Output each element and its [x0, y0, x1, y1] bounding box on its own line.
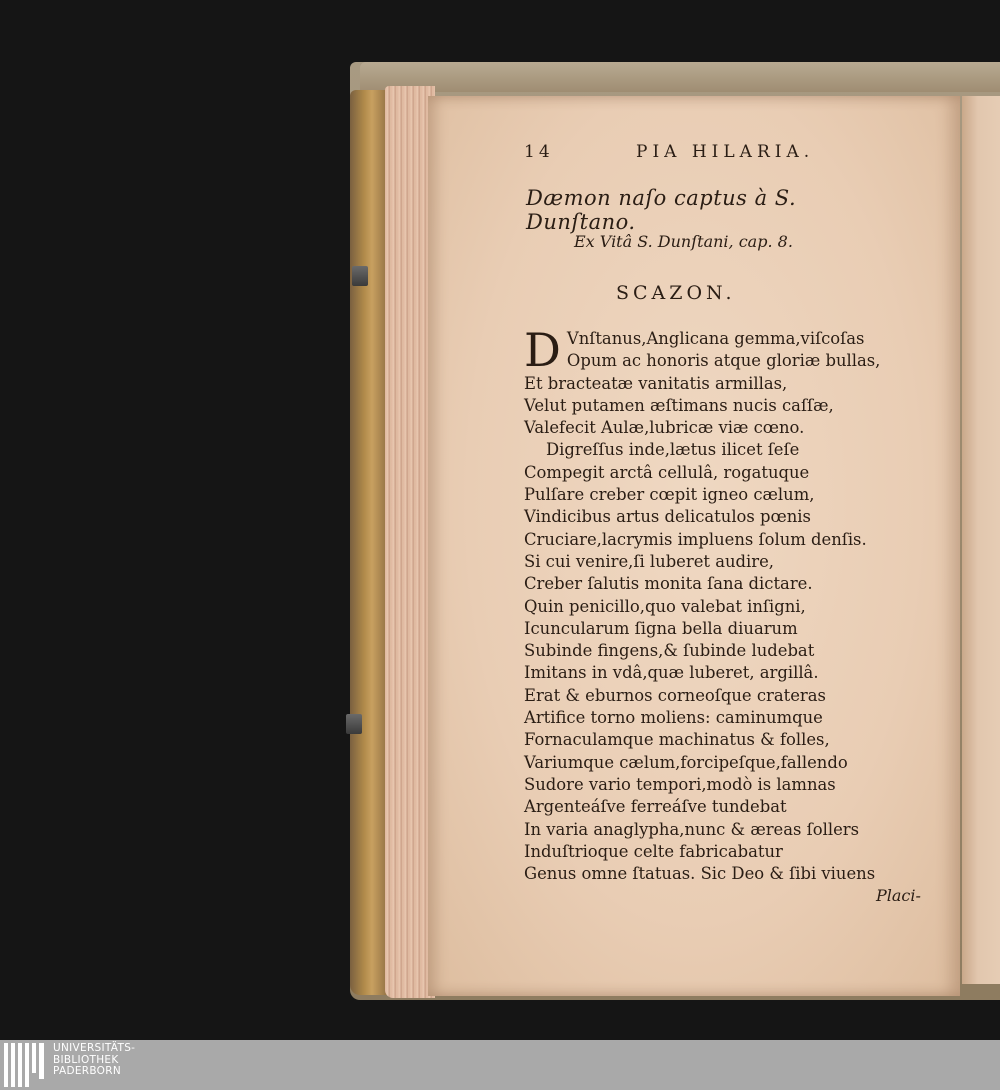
poem-line: Subinde fingens,& ſubinde ludebat [524, 641, 815, 661]
page-number: 14 [524, 142, 554, 162]
book-spine-edge [350, 90, 390, 995]
poem-line: Velut putamen æſtimans nucis caſſæ, [524, 395, 834, 415]
poem-line: Imitans in vdâ,quæ luberet, argillâ. [524, 663, 819, 683]
poem-body [524, 323, 944, 885]
library-logo-icon [4, 1043, 48, 1087]
footer-bar [0, 1040, 1000, 1090]
poem-line: Digreſſus inde,lætus ilicet ſeſe [546, 440, 800, 460]
poem-line: Compegit arctâ cellulâ, rogatuque [524, 462, 810, 482]
poem-line: Vnſtanus,Anglicana gemma,viſcoſas [566, 329, 865, 348]
poem-line: Artifice torno moliens: caminumque [524, 708, 823, 728]
poem-line: Icuncularum ſigna bella diuarum [524, 618, 798, 638]
poem-line: Genus omne ſtatuas. Sic Deo & ſibi viuens [524, 864, 876, 884]
catchword: Placi- [876, 886, 921, 905]
poem-line: Valefecit Aulæ,lubricæ viæ cœno. [524, 418, 805, 438]
poem-line: Opum ac honoris atque gloriæ bullas, [566, 351, 881, 371]
clasp-lower [346, 714, 362, 734]
library-name [53, 1043, 135, 1078]
book-page [428, 96, 960, 996]
poem-title: Dæmon naſo captus à S. Dunſtano. [526, 186, 797, 234]
clasp-upper [352, 266, 368, 286]
poem-line: Et bracteatæ vanitatis armillas, [524, 373, 788, 393]
poem-line: Quin penicillo,quo valebat inſigni, [524, 596, 806, 616]
meter-heading: SCAZON. [616, 282, 736, 304]
poem-line: Argenteáſve ferreáſve tundebat [524, 797, 787, 817]
library-name-line: BIBLIOTHEK [53, 1053, 119, 1066]
library-name-line: PADERBORN [53, 1065, 121, 1077]
poem-line: Fornaculamque machinatus & folles, [524, 730, 830, 750]
poem-line: Erat & eburnos corneoſque crateras [524, 685, 826, 705]
poem-line: Cruciare,lacrymis impluens ſolum denſis. [524, 529, 867, 549]
book-top-edge [360, 62, 1000, 92]
facing-page-edge [962, 96, 1000, 984]
poem-line: Sudore vario tempori,modò is lamnas [524, 774, 836, 794]
poem-line: Creber ſalutis monita ſana dictare. [524, 574, 813, 594]
poem-line: Vindicibus artus delicatulos pœnis [524, 507, 811, 527]
poem-line: In varia anaglypha,nunc & æreas ſollers [524, 819, 860, 839]
library-name-line: UNIVERSITÄTS- [53, 1042, 136, 1054]
page-header [524, 142, 844, 166]
poem-line: Variumque cælum,forcipeſque,fallendo [524, 752, 848, 772]
poem-line: Induſtrioque celte fabricabatur [524, 841, 783, 861]
drop-capital: D [524, 323, 561, 377]
running-head: PIA HILARIA. [636, 142, 815, 162]
poem-line: Si cui venire,ſi luberet audire, [524, 551, 775, 571]
opening-lines [524, 323, 944, 377]
poem-source: Ex Vitâ S. Dunſtani, cap. 8. [574, 232, 793, 251]
poem-line: Pulſare creber cœpit igneo cælum, [524, 485, 815, 505]
